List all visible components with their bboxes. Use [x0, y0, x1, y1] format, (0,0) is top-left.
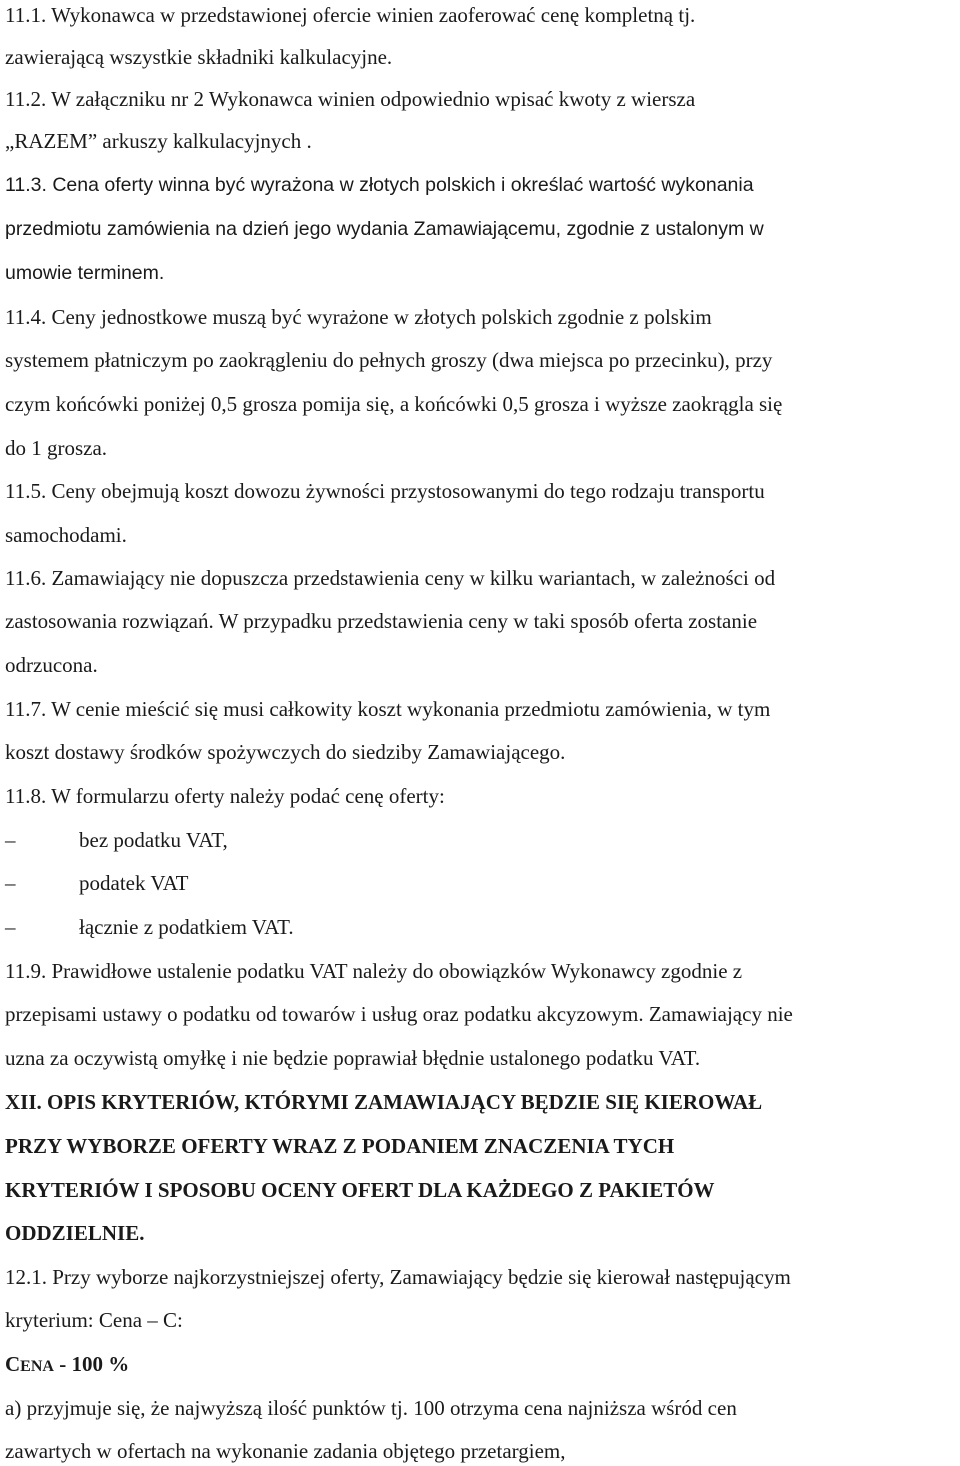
- paragraph-line: koszt dostawy środków spożywczych do siedziby Zamawiającego.: [5, 740, 566, 764]
- paragraph-line: zastosowania rozwiązań. W przypadku przedstawienia ceny w taki sposób oferta zostanie: [5, 609, 758, 633]
- paragraph-line: a) przyjmuje się, że najwyższą ilość punktów tj. 100 otrzyma cena najniższa wśród cen: [5, 1396, 737, 1420]
- criterion-rest: ENA: [20, 1358, 54, 1375]
- list-item: [5, 825, 228, 855]
- section-heading-line: XII. OPIS KRYTERIÓW, KTÓRYMI ZAMAWIAJĄCY BĘDZIE SIĘ KIEROWAŁ: [5, 1090, 763, 1114]
- paragraph-line: „RAZEM” arkuszy kalkulacyjnych .: [5, 129, 312, 153]
- list-item-text: łącznie z podatkiem VAT.: [79, 915, 294, 939]
- paragraph-line: zawartych w ofertach na wykonanie zadania objętego przetargiem,: [5, 1439, 566, 1463]
- paragraph-line: 11.1. Wykonawca w przedstawionej ofercie winien zaoferować cenę kompletną tj.: [5, 3, 696, 27]
- paragraph-line: uzna za oczywistą omyłkę i nie będzie poprawiał błędnie ustalonego podatku VAT.: [5, 1046, 701, 1070]
- paragraph-line: 11.3. Cena oferty winna być wyrażona w złotych polskich i określać wartość wykonania: [5, 174, 754, 196]
- section-heading-line: ODDZIELNIE.: [5, 1221, 145, 1245]
- list-item-text: podatek VAT: [79, 871, 189, 895]
- list-item-text: bez podatku VAT,: [79, 828, 228, 852]
- dash-bullet: –: [5, 828, 16, 852]
- paragraph-line: 11.9. Prawidłowe ustalenie podatku VAT należy do obowiązków Wykonawcy zgodnie z: [5, 959, 743, 983]
- paragraph-line: systemem płatniczym po zaokrągleniu do pełnych groszy (dwa miejsca po przecinku), przy: [5, 348, 773, 372]
- paragraph-line: zawierającą wszystkie składniki kalkulacyjne.: [5, 45, 393, 69]
- paragraph-line: 11.7. W cenie mieścić się musi całkowity koszt wykonania przedmiotu zamówienia, w tym: [5, 697, 771, 721]
- paragraph-line: kryterium: Cena – C:: [5, 1308, 183, 1332]
- paragraph-line: czym końcówki poniżej 0,5 grosza pomija się, a końcówki 0,5 grosza i wyższe zaokrągla się: [5, 392, 783, 416]
- paragraph-line: 11.4. Ceny jednostkowe muszą być wyrażone w złotych polskich zgodnie z polskim: [5, 305, 712, 329]
- paragraph-line: 11.6. Zamawiający nie dopuszcza przedstawienia ceny w kilku wariantach, w zależności od: [5, 566, 776, 590]
- paragraph-line: 12.1. Przy wyborze najkorzystniejszej oferty, Zamawiający będzie się kierował następującym: [5, 1265, 791, 1289]
- list-item: [5, 912, 294, 942]
- paragraph-line: do 1 grosza.: [5, 436, 108, 460]
- dash-bullet: –: [5, 871, 16, 895]
- criterion-first-letter: C: [5, 1352, 21, 1376]
- paragraph-line: samochodami.: [5, 523, 127, 547]
- paragraph-line: 11.8. W formularzu oferty należy podać cenę oferty:: [5, 784, 445, 808]
- paragraph-line: przedmiotu zamówienia na dzień jego wydania Zamawiającemu, zgodnie z ustalonym w: [5, 218, 764, 240]
- dash-bullet: –: [5, 915, 16, 939]
- section-heading-line: KRYTERIÓW I SPOSOBU OCENY OFERT DLA KAŻDEGO Z PAKIETÓW: [5, 1178, 715, 1202]
- criterion-heading: [5, 1349, 129, 1382]
- paragraph-line: umowie terminem.: [5, 262, 165, 284]
- list-item: [5, 868, 188, 898]
- paragraph-line: 11.2. W załączniku nr 2 Wykonawca winien odpowiednio wpisać kwoty z wiersza: [5, 87, 696, 111]
- paragraph-line: odrzucona.: [5, 653, 98, 677]
- section-heading-line: PRZY WYBORZE OFERTY WRAZ Z PODANIEM ZNACZENIA TYCH: [5, 1134, 675, 1158]
- paragraph-line: przepisami ustawy o podatku od towarów i usług oraz podatku akcyzowym. Zamawiający nie: [5, 1002, 793, 1026]
- paragraph-line: 11.5. Ceny obejmują koszt dowozu żywności przystosowanymi do tego rodzaju transportu: [5, 479, 765, 503]
- criterion-weight: - 100 %: [53, 1352, 130, 1376]
